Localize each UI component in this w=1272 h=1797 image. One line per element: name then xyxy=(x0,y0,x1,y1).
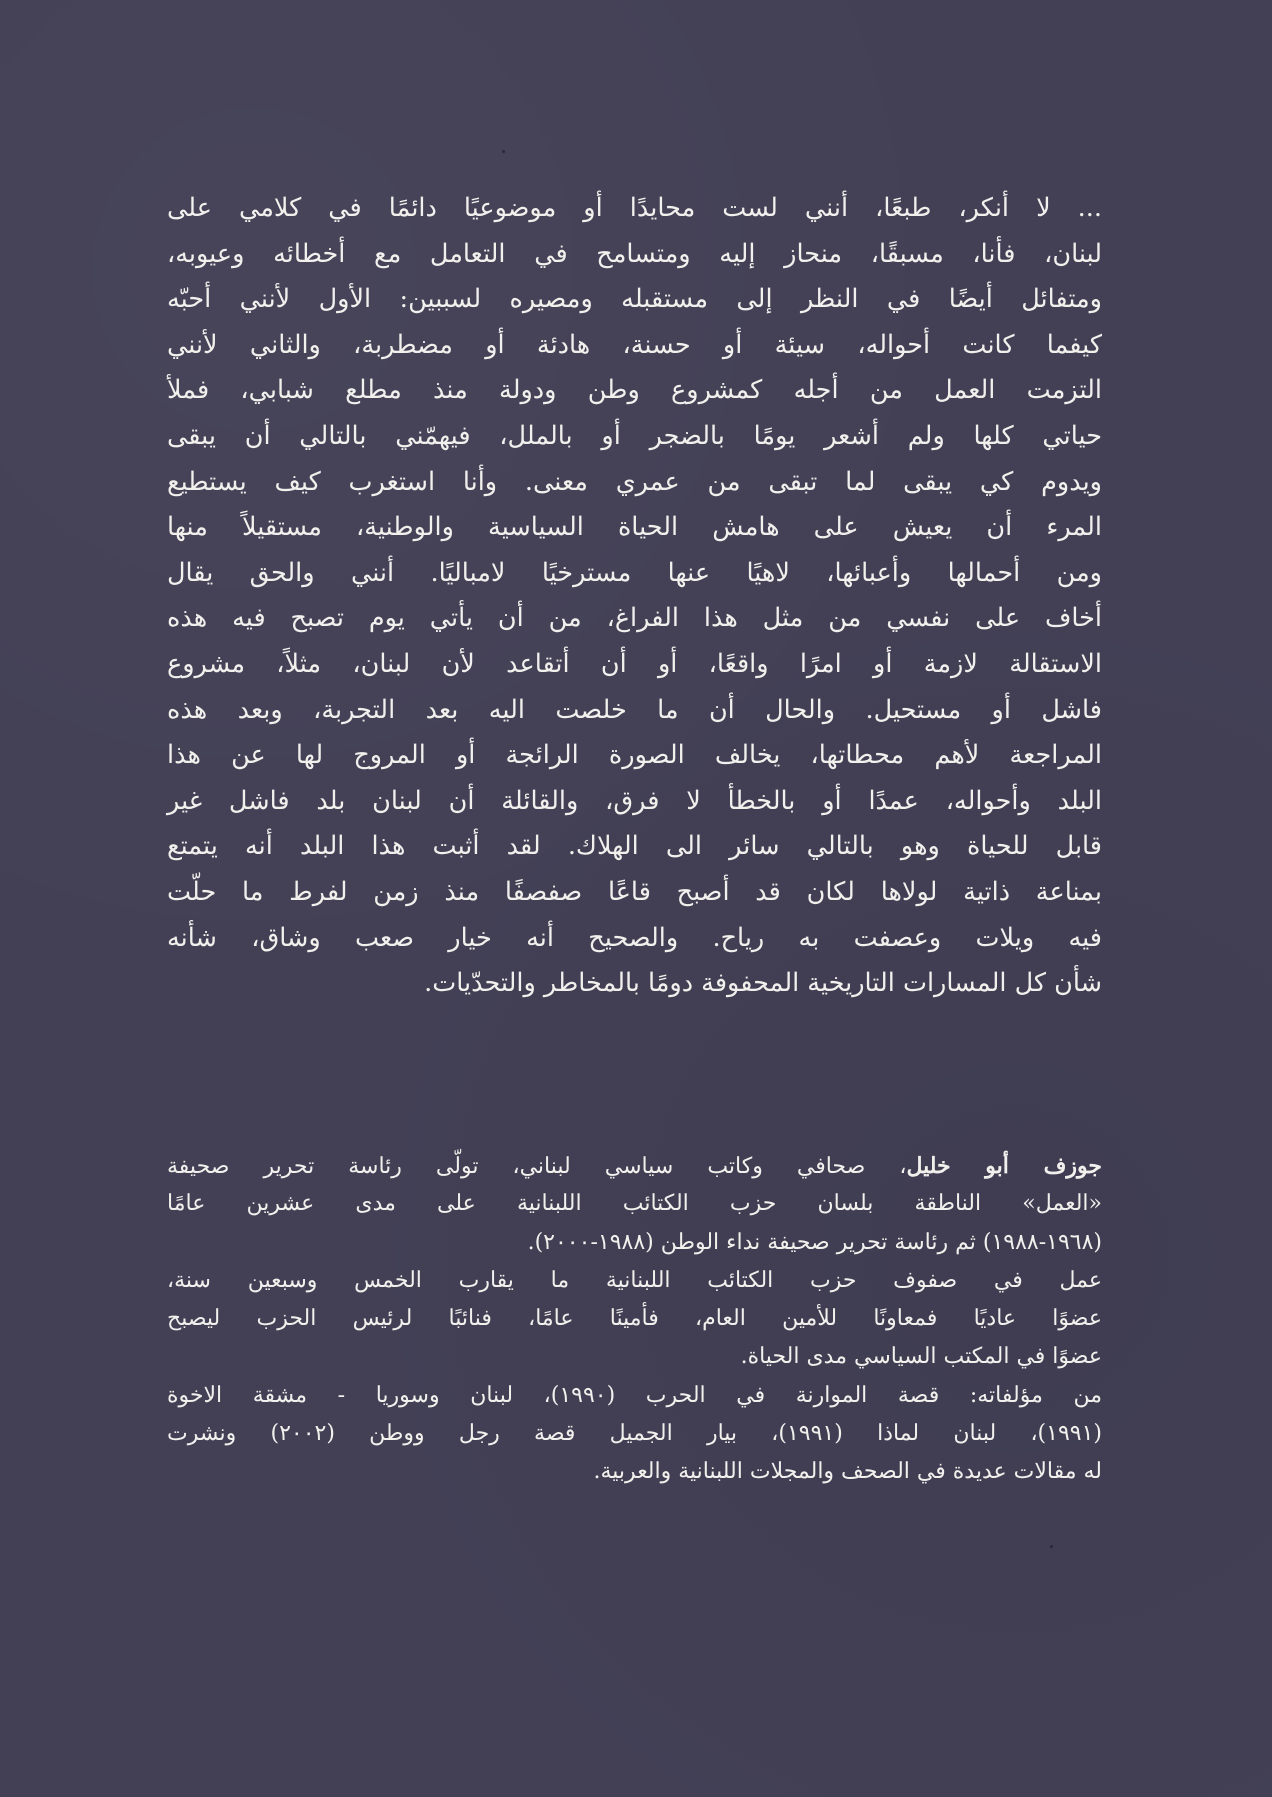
bio-line-text: ، صحافي وكاتب سياسي لبناني، تولّى رئاسة تحرير صحيفة xyxy=(167,1154,907,1179)
excerpt-line: كيفما كانت أحواله، سيئة أو حسنة، هادئة أو مضطربة، والثاني لأنني xyxy=(167,329,1102,360)
excerpt-line: البلد وأحواله، عمدًا أو بالخطأ لا فرق، والقائلة أن لبنان بلد فاشل غير xyxy=(167,785,1102,816)
excerpt-line: المرء أن يعيش على هامش الحياة السياسية والوطنية، مستقيلاً منها xyxy=(167,512,1102,543)
excerpt-line: شأن كل المسارات التاريخية المحفوفة دومًا بالمخاطر والتحدّيات. xyxy=(424,968,1102,999)
bio-line xyxy=(167,1147,1102,1185)
bio-line: عمل في صفوف حزب الكتائب اللبنانية ما يقارب الخمس وسبعين سنة، xyxy=(167,1267,1102,1293)
excerpt-paragraph xyxy=(167,186,1102,1007)
bio-line: له مقالات عديدة في الصحف والمجلات اللبنانية والعربية. xyxy=(593,1459,1102,1485)
bio-line: «العمل» الناطقة بلسان حزب الكتائب اللبنانية على مدى عشرين عامًا xyxy=(167,1191,1102,1217)
excerpt-line: فاشل أو مستحيل. والحال أن ما خلصت اليه بعد التجربة، وبعد هذه xyxy=(167,694,1102,725)
author-bio xyxy=(167,1147,1102,1492)
excerpt-line: فيه ويلات وعصفت به رياح. والصحيح أنه خيار صعب وشاق، شأنه xyxy=(167,922,1102,953)
bio-line: عضوًا عاديًا فمعاونًا للأمين العام، فأمينًا عامًا، فنائبًا لرئيس الحزب ليصبح xyxy=(167,1306,1102,1332)
excerpt-line: المراجعة لأهم محطاتها، يخالف الصورة الرائجة أو المروج لها عن هذا xyxy=(167,740,1102,771)
excerpt-line: أخاف على نفسي من مثل هذا الفراغ، من أن يأتي يوم تصبح فيه هذه xyxy=(167,603,1102,634)
author-name: جوزف أبو خليل xyxy=(906,1153,1102,1179)
excerpt-line: ومن أحمالها وأعبائها، لاهيًا عنها مسترخيًا لامباليًا. أنني والحق يقال xyxy=(167,557,1102,588)
bio-line: (١٩٩١)، لبنان لماذا (١٩٩١)، بيار الجميل قصة رجل ووطن (٢٠٠٢) ونشرت xyxy=(167,1421,1102,1447)
excerpt-line: حياتي كلها ولم أشعر يومًا بالضجر أو بالملل، فيهمّني بالتالي أن يبقى xyxy=(167,420,1102,451)
paper-speck xyxy=(502,150,505,153)
paper-speck xyxy=(1050,1545,1053,1548)
bio-line: (١٩٦٨-١٩٨٨) ثم رئاسة تحرير صحيفة نداء الوطن (١٩٨٨-٢٠٠٠). xyxy=(527,1229,1102,1255)
excerpt-line: بمناعة ذاتية لولاها لكان قد أصبح قاعًا صفصفًا منذ زمن لفرط ما حلّت xyxy=(167,876,1102,907)
excerpt-line: ... لا أنكر، طبعًا، أنني لست محايدًا أو موضوعيًا دائمًا في كلامي على xyxy=(167,193,1102,223)
excerpt-line: لبنان، فأنا، مسبقًا، منحاز إليه ومتسامح في التعامل مع أخطائه وعيوبه، xyxy=(167,238,1102,269)
excerpt-line: قابل للحياة وهو بالتالي سائر الى الهلاك. لقد أثبت هذا البلد أنه يتمتع xyxy=(167,831,1102,862)
excerpt-line: ويدوم كي يبقى لما تبقى من عمري معنى. وأنا استغرب كيف يستطيع xyxy=(167,466,1102,497)
bio-line: عضوًا في المكتب السياسي مدى الحياة. xyxy=(740,1344,1102,1370)
excerpt-line: ومتفائل أيضًا في النظر إلى مستقبله ومصيره لسببين: الأول لأنني أحبّه xyxy=(167,284,1102,315)
bio-line: من مؤلفاته: قصة الموارنة في الحرب (١٩٩٠)، لبنان وسوريا - مشقة الاخوة xyxy=(167,1382,1102,1408)
excerpt-line: الاستقالة لازمة أو امرًا واقعًا، أو أن أتقاعد لأن لبنان، مثلاً، مشروع xyxy=(167,648,1102,679)
excerpt-line: التزمت العمل من أجله كمشروع وطن ودولة منذ مطلع شبابي، فملأ xyxy=(167,375,1102,406)
